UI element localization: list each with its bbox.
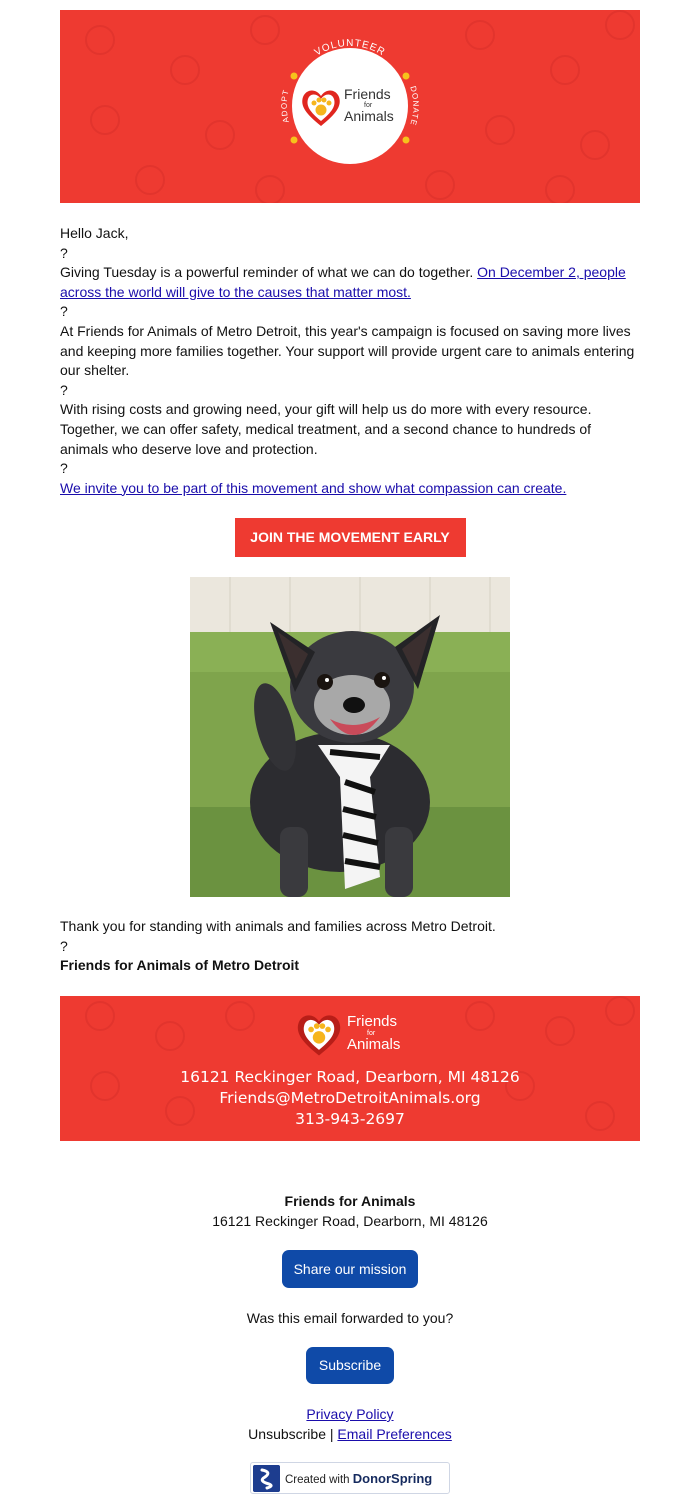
- movement-link[interactable]: We invite you to be part of this movement and show what compassion can create.: [60, 479, 567, 496]
- closing-block: [60, 917, 640, 976]
- footer-banner-phone: 313-943-2697: [295, 1110, 405, 1128]
- footer-org-name: Friends for Animals: [284, 1193, 416, 1209]
- heart-paw-icon: [293, 1008, 345, 1060]
- separator: ?: [60, 460, 68, 477]
- paragraph-invite: [60, 479, 642, 499]
- email-preferences-link[interactable]: Email Preferences: [337, 1426, 452, 1442]
- unsubscribe-link[interactable]: Unsubscribe: [248, 1426, 326, 1442]
- badge-label: Created with DonorSpring: [285, 1471, 433, 1486]
- svg-text:VOLUNTEER: [313, 38, 387, 58]
- ring-adopt: ADOPT: [279, 88, 291, 124]
- december-2-link[interactable]: On December 2, people across the world will give to the causes that matter most.: [60, 264, 626, 300]
- donorspring-logo-icon: [253, 1465, 280, 1492]
- footer-links: [0, 1404, 700, 1424]
- footer-logo-friends: Friends: [347, 1013, 398, 1030]
- header-banner: [60, 10, 640, 203]
- logo-word-friends: Friends: [344, 86, 391, 102]
- ring-volunteer: VOLUNTEER: [312, 37, 388, 59]
- separator: ?: [60, 381, 68, 398]
- logo-word-for: for: [364, 102, 373, 109]
- paragraph-giving-tuesday: Giving Tuesday is a powerful reminder of what we can do together. On December 2, people across the world will give to the causes that matter most.: [60, 264, 626, 300]
- footer-banner-address: 16121 Reckinger Road, Dearborn, MI 48126: [180, 1068, 520, 1086]
- footer-logo: [293, 1008, 413, 1060]
- dog-photo: [190, 577, 510, 897]
- privacy-policy-link[interactable]: Privacy Policy: [306, 1406, 394, 1422]
- footer-banner: [60, 996, 640, 1141]
- ring-website: MetroDetroitAnimals.org: [307, 133, 393, 160]
- separator: ?: [60, 244, 68, 261]
- footer-address: 16121 Reckinger Road, Dearborn, MI 48126: [212, 1213, 488, 1229]
- footer-logo-for: for: [367, 1030, 376, 1037]
- email-footer: [0, 1191, 700, 1444]
- email-body: [60, 224, 642, 498]
- greeting: Hello Jack,: [60, 225, 129, 241]
- footer-unsubscribe-row: Unsubscribe | Email Preferences: [248, 1426, 452, 1442]
- forwarded-question: Was this email forwarded to you?: [246, 1310, 454, 1326]
- ring-donate: DONATE: [408, 85, 421, 128]
- cta-container: [0, 518, 700, 557]
- signature: Friends for Animals of Metro Detroit: [60, 957, 300, 974]
- separator: ?: [60, 937, 68, 954]
- heart-paw-icon: [298, 84, 344, 130]
- svg-text:MetroDetroitAnimals.org: [308, 133, 392, 159]
- share-mission-button[interactable]: Share our mission: [282, 1250, 418, 1288]
- separator: ?: [60, 303, 68, 320]
- paragraph-campaign: At Friends for Animals of Metro Detroit, this year's campaign is focused on saving more lives and keeping more families together. Your support will provide urgent care to animals entering our shelter.: [60, 322, 635, 379]
- svg-text:ADOPT: [280, 88, 291, 123]
- paragraph-rising-costs: With rising costs and growing need, your gift will help us do more with every resource. Together, we can offer safety, medical treatment, and a second chance to hundreds of animals who deserve love and protection.: [60, 401, 592, 457]
- footer-logo-animals: Animals: [347, 1036, 401, 1053]
- subscribe-button[interactable]: Subscribe: [306, 1347, 394, 1384]
- thanks-text: Thank you for standing with animals and families across Metro Detroit.: [60, 918, 496, 934]
- join-movement-button[interactable]: JOIN THE MOVEMENT EARLY: [235, 518, 466, 557]
- donorspring-badge[interactable]: [250, 1462, 450, 1494]
- footer-banner-email: Friends@MetroDetroitAnimals.org: [219, 1089, 481, 1107]
- logo-word-animals: Animals: [344, 108, 394, 124]
- friends-for-animals-logo: [298, 84, 414, 130]
